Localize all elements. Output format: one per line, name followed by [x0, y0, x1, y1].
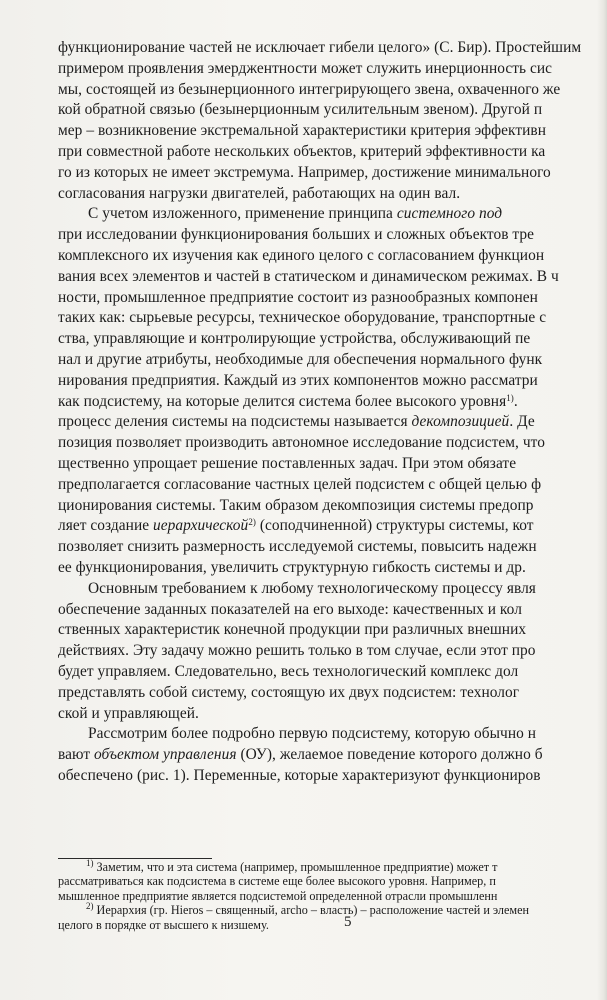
text-span: ской и управляющей.: [58, 704, 199, 722]
text-span: Рассмотрим более подробно первую подсистему, которую обычно н: [88, 725, 537, 743]
text-line: [58, 392, 607, 413]
italic-term: системного под: [396, 205, 503, 223]
text-line: [58, 329, 607, 350]
footnote-marker: 1): [506, 392, 514, 403]
text-line: [58, 59, 607, 80]
italic-term: декомпозицией: [411, 413, 510, 431]
text-line: [58, 475, 607, 496]
text-span: действиях. Эту задачу можно решить только в том случае, если этот про: [58, 642, 536, 660]
text-span: обеспечение заданных показателей на его выходе: качественных и кол: [58, 600, 522, 618]
page-number: 5: [344, 914, 352, 930]
text-span: представлять собой систему, состоящую их двух подсистем: технолог: [58, 683, 520, 701]
text-span: функционирование частей не исключает гибели целого» (С. Бир). Простейшим: [58, 39, 582, 56]
text-span: обеспечено (рис. 1). Переменные, которые характеризуют функциониров: [58, 766, 541, 784]
text-line: [58, 724, 607, 745]
text-line: [58, 184, 607, 205]
text-line: [58, 308, 607, 329]
text-line: [58, 350, 607, 371]
text-span: комплексного их изучения как единого целого с согласованием функцион: [58, 246, 545, 264]
text-line: [58, 246, 607, 267]
text-line: [58, 641, 607, 662]
text-span: предполагается согласование частных целей подсистем с общей целью ф: [58, 475, 542, 493]
text-line: [58, 704, 607, 725]
text-span: мер – возникновение экстремальной характеристики критерия эффективн: [58, 122, 547, 140]
text-span: щественно упрощает решение поставленных задач. При этом обязате: [58, 454, 517, 472]
text-span: согласования нагрузки двигателей, работающих на один вал.: [58, 184, 461, 202]
text-span: (соподчиненной) структуры системы, кот: [255, 517, 534, 535]
text-span: ее функционирования, увеличить структурную гибкость системы и др.: [58, 558, 526, 576]
text-span: нирования предприятия. Каждый из этих компонентов можно рассматри: [58, 371, 538, 389]
text-line: [58, 662, 607, 683]
text-span: ляет создание: [58, 517, 154, 535]
text-span: целого в порядке от высшего к низшему.: [58, 917, 269, 932]
text-span: С учетом изложенного, применение принципа: [88, 205, 397, 223]
text-span: позиция позволяет производить автономное исследование подсистем, что: [58, 434, 545, 452]
text-line: [58, 288, 607, 309]
text-span: Иерархия (гр. Hieros – священный, archo – власть) – расположение частей и элемен: [93, 903, 530, 918]
text-span: мышленное предприятие является подсистемой определенной отрасли промышленн: [58, 888, 498, 903]
text-span: кой обратной связью (безынерционным усилительным звеном). Другой п: [58, 101, 543, 119]
italic-term: иерархической: [153, 517, 249, 535]
text-span: .: [513, 392, 518, 410]
text-line: [58, 558, 607, 579]
text-line: [58, 225, 607, 246]
text-line: [58, 163, 607, 184]
text-line: [58, 516, 607, 537]
text-span: Основным требованием к любому технологическому процессу явля: [88, 579, 536, 597]
text-span: вают: [58, 746, 95, 764]
text-line: [58, 412, 607, 433]
text-span: как подсистему, на которые делится система более высокого уровня: [58, 392, 507, 410]
main-text: [58, 38, 607, 787]
footnote-marker: 1): [86, 858, 94, 868]
text-span: Заметим, что и эта система (например, промышленное предприятие) может т: [93, 860, 498, 874]
footnote-marker: 2): [248, 517, 256, 528]
text-span: таких как: сырьевые ресурсы, техническое оборудование, транспортные с: [58, 309, 547, 327]
text-line: [58, 683, 607, 704]
text-line: [58, 142, 607, 163]
footnote-line: [58, 903, 607, 917]
text-line: [58, 204, 607, 225]
text-line: [58, 745, 607, 766]
text-span: будет управляем. Следовательно, весь технологический комплекс дол: [58, 662, 519, 680]
text-span: при исследовании функционирования больших и сложных объектов тре: [58, 226, 535, 244]
footnote-marker: 2): [86, 901, 94, 912]
page-edge-shadow: [597, 0, 607, 1000]
text-line: [58, 38, 607, 59]
text-line: [58, 267, 607, 288]
text-span: процесс деления системы на подсистемы называется: [58, 413, 412, 431]
text-span: . Де: [509, 413, 535, 431]
footnote-line: [58, 889, 607, 903]
text-span: ционирования системы. Таким образом декомпозиция системы предопр: [58, 496, 534, 514]
text-span: ственных характеристик конечной продукции при различных внешних: [58, 621, 527, 639]
italic-term: объектом управления: [94, 746, 237, 764]
text-span: рассматриваться как подсистема в системе еще более высокого уровня. Например, п: [58, 874, 496, 889]
text-line: [58, 121, 607, 142]
text-line: [58, 496, 607, 517]
text-span: (ОУ), желаемое поведение которого должно б: [236, 746, 543, 764]
text-span: мы, состоящей из безынерционного интегрирующего звена, охваченного же: [58, 80, 561, 98]
text-span: ства, управляющие и контролирующие устройства, обслуживающий пе: [58, 330, 531, 348]
footnote-line: [58, 918, 607, 932]
text-line: [58, 454, 607, 475]
text-span: ности, промышленное предприятие состоит из разнообразных компонен: [58, 288, 538, 306]
footnote-line: [58, 874, 607, 888]
text-line: [58, 766, 607, 787]
text-span: нал и другие атрибуты, необходимые для обеспечения нормального функ: [58, 350, 543, 368]
footnote-separator: [58, 858, 212, 859]
text-span: позволяет снизить размерность исследуемой системы, повысить надежн: [58, 538, 537, 556]
text-span: примером проявления эмерджентности может служить инерционность сис: [58, 59, 553, 77]
text-line: [58, 537, 607, 558]
text-line: [58, 433, 607, 454]
text-line: [58, 371, 607, 392]
text-span: при совместной работе нескольких объектов, критерий эффективности ка: [58, 142, 546, 160]
footnotes: [58, 860, 607, 932]
footnote-line: [58, 860, 607, 874]
text-span: го из которых не имеет экстремума. Например, достижение минимального: [58, 163, 551, 181]
text-line: [58, 579, 607, 600]
text-line: [58, 620, 607, 641]
text-line: [58, 600, 607, 621]
text-span: вания всех элементов и частей в статическом и динамическом режимах. В ч: [58, 267, 559, 285]
text-line: [58, 100, 607, 121]
text-line: [58, 80, 607, 101]
